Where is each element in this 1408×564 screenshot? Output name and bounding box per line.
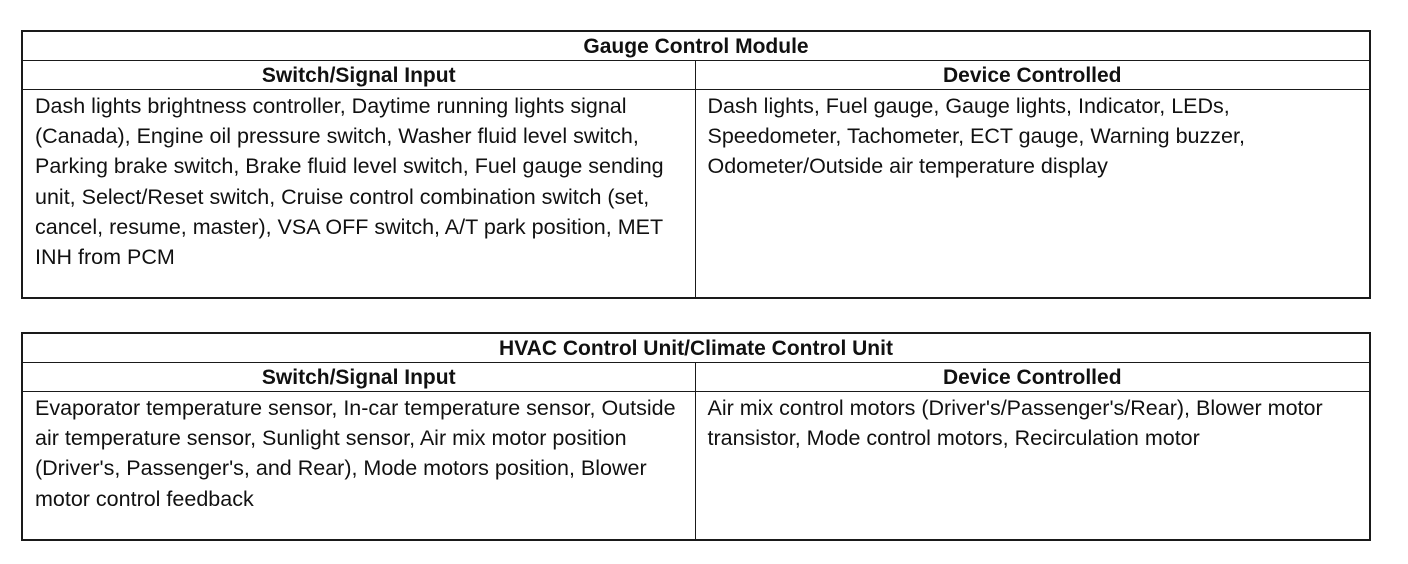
hvac-table-title: HVAC Control Unit/Climate Control Unit <box>22 333 1370 363</box>
hvac-control-unit-table <box>21 332 1371 541</box>
hvac-header-switch-signal-input: Switch/Signal Input <box>22 363 695 392</box>
gauge-table-title: Gauge Control Module <box>22 31 1370 61</box>
gauge-header-device-controlled: Device Controlled <box>695 61 1370 90</box>
hvac-devices-cell: Air mix control motors (Driver's/Passenger's/Rear), Blower motor transistor, Mode control motors, Recirculation motor <box>695 392 1370 541</box>
hvac-header-device-controlled: Device Controlled <box>695 363 1370 392</box>
hvac-inputs-cell: Evaporator temperature sensor, In-car temperature sensor, Outside air temperature sensor, Sunlight sensor, Air mix motor position (Driver's, Passenger's, and Rear), Mode motors position, Blower motor control feedback <box>22 392 695 541</box>
gauge-control-module-table <box>21 30 1371 299</box>
gauge-devices-cell: Dash lights, Fuel gauge, Gauge lights, Indicator, LEDs, Speedometer, Tachometer, ECT gauge, Warning buzzer, Odometer/Outside air temperature display <box>695 90 1370 299</box>
gauge-header-switch-signal-input: Switch/Signal Input <box>22 61 695 90</box>
gauge-inputs-cell: Dash lights brightness controller, Daytime running lights signal (Canada), Engine oil pressure switch, Washer fluid level switch, Parking brake switch, Brake fluid level switch, Fuel gauge sending unit, Select/Reset switch, Cruise control combination switch (set, cancel, resume, master), VSA OFF switch, A/T park position, MET INH from PCM <box>22 90 695 299</box>
